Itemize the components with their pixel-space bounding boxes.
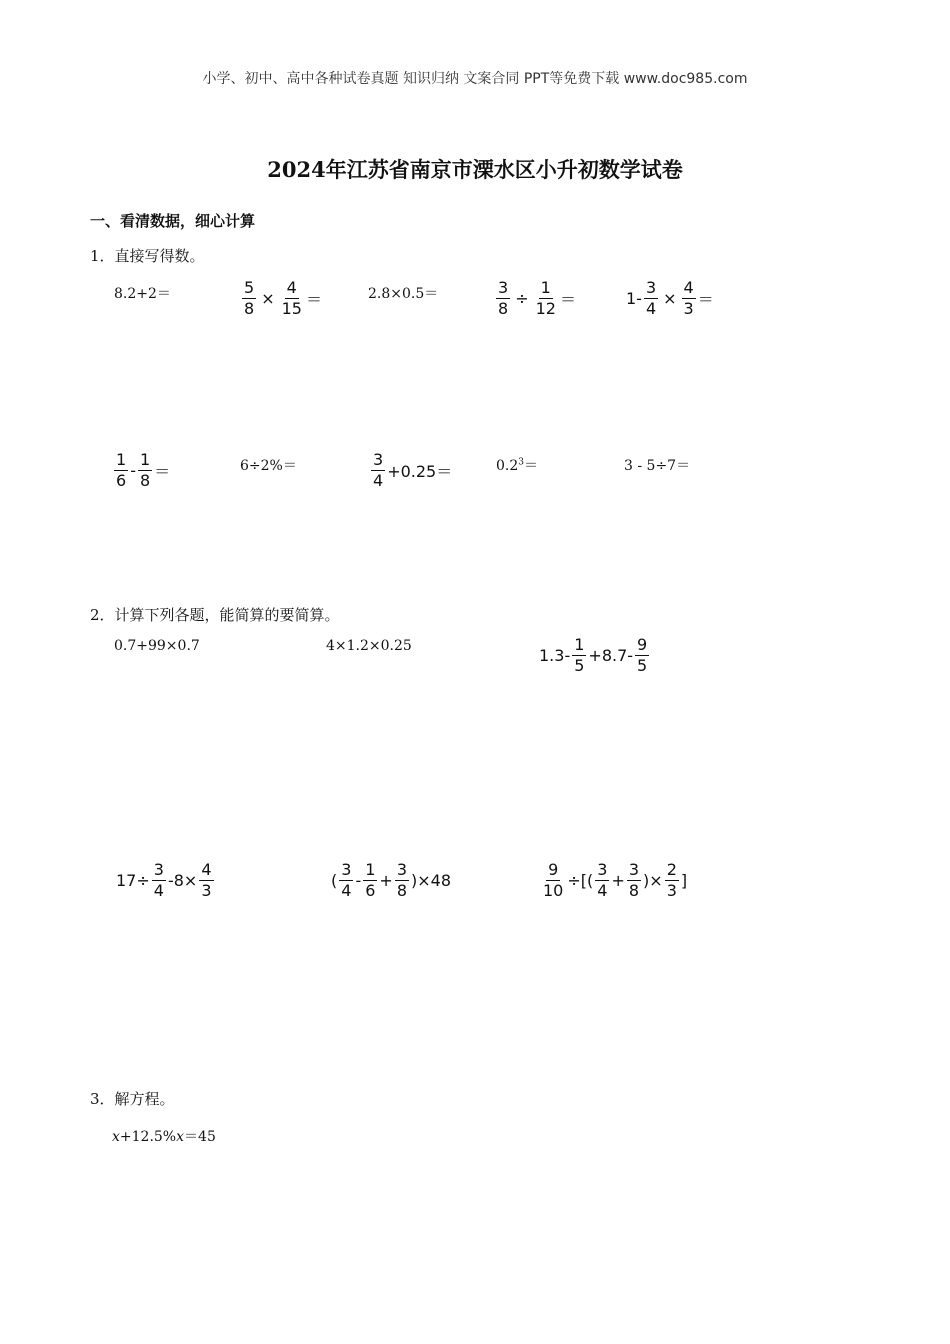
fraction: $\frac{3}{4}$: [373, 450, 384, 490]
question-2-label: 2．计算下列各题，能简算的要简算。: [90, 606, 340, 624]
question-1-label: 1．直接写得数。: [90, 247, 205, 265]
fraction: $\frac{2}{3}$: [666, 860, 677, 900]
fraction: $\frac{3}{4}$: [597, 860, 608, 900]
fraction: $\frac{3}{4}$: [645, 278, 657, 318]
q2-item-c: 1.3- $\frac{1}{5}$ +8.7- $\frac{9}{5}$: [539, 635, 648, 675]
fraction: $\frac{1}{5}$: [574, 635, 585, 675]
question-3-label: 3．解方程。: [90, 1090, 175, 1108]
q1-item-c: 2.8×0.5＝: [368, 286, 439, 302]
fraction: $\frac{9}{10}$: [543, 860, 564, 900]
q1-item-i: $0.2^3=$: [496, 457, 538, 474]
q2-item-f: $\frac{9}{10}$ ÷[( $\frac{3}{4}$ + $\frac{3}{8}$ )× $\frac{2}{3}$ ]: [543, 860, 688, 900]
fraction: $\frac{1}{8}$: [139, 450, 151, 490]
q1-item-d: $\frac{3}{8}$ ÷ $\frac{1}{12}$ ＝: [498, 278, 576, 318]
page-header: 小学、初中、高中各种试卷真题 知识归纳 文案合同 PPT等免费下载 www.doc985.com: [202, 71, 748, 87]
q2-item-d: 17÷ $\frac{3}{4}$ -8× $\frac{4}{3}$: [116, 860, 212, 900]
page-title: 2024年江苏省南京市溧水区小升初数学试卷: [267, 157, 683, 182]
fraction: $\frac{1}{6}$: [116, 450, 127, 490]
fraction: $\frac{4}{15}$: [281, 278, 302, 318]
fraction: $\frac{4}{3}$: [683, 278, 694, 318]
q1-item-g: 6÷2%＝: [240, 458, 297, 474]
q1-item-e: 1- $\frac{3}{4}$ × $\frac{4}{3}$ ＝: [626, 278, 714, 318]
fraction: $\frac{3}{8}$: [628, 860, 640, 900]
q1-item-a: 8.2+2＝: [114, 286, 171, 302]
q2-item-a: 0.7+99×0.7: [114, 638, 200, 654]
q2-item-e: ( $\frac{3}{4}$ - $\frac{1}{6}$ + $\frac{3}{8}$ )×48: [331, 860, 452, 900]
q1-item-f: $\frac{1}{6}$ - $\frac{1}{8}$ ＝: [116, 450, 171, 490]
q1-item-j: 3 - 5÷7＝: [624, 458, 691, 474]
fraction: $\frac{3}{4}$: [341, 860, 352, 900]
q2-item-b: 4×1.2×0.25: [326, 638, 412, 654]
fraction: $\frac{5}{8}$: [244, 278, 255, 318]
fraction: $\frac{9}{5}$: [637, 635, 648, 675]
fraction: $\frac{1}{12}$: [535, 278, 556, 318]
fraction: $\frac{3}{4}$: [153, 860, 164, 900]
q1-item-h: $\frac{3}{4}$ +0.25＝: [373, 450, 453, 490]
fraction: $\frac{3}{8}$: [396, 860, 407, 900]
fraction: $\frac{4}{3}$: [201, 860, 212, 900]
fraction: $\frac{3}{8}$: [498, 278, 509, 318]
fraction: $\frac{1}{6}$: [365, 860, 376, 900]
q3-equation: x+12.5%x＝45: [112, 1129, 216, 1145]
section-heading: 一、看清数据，细心计算: [90, 212, 256, 230]
q1-item-b: $\frac{5}{8}$ × $\frac{4}{15}$ ＝: [244, 278, 322, 318]
